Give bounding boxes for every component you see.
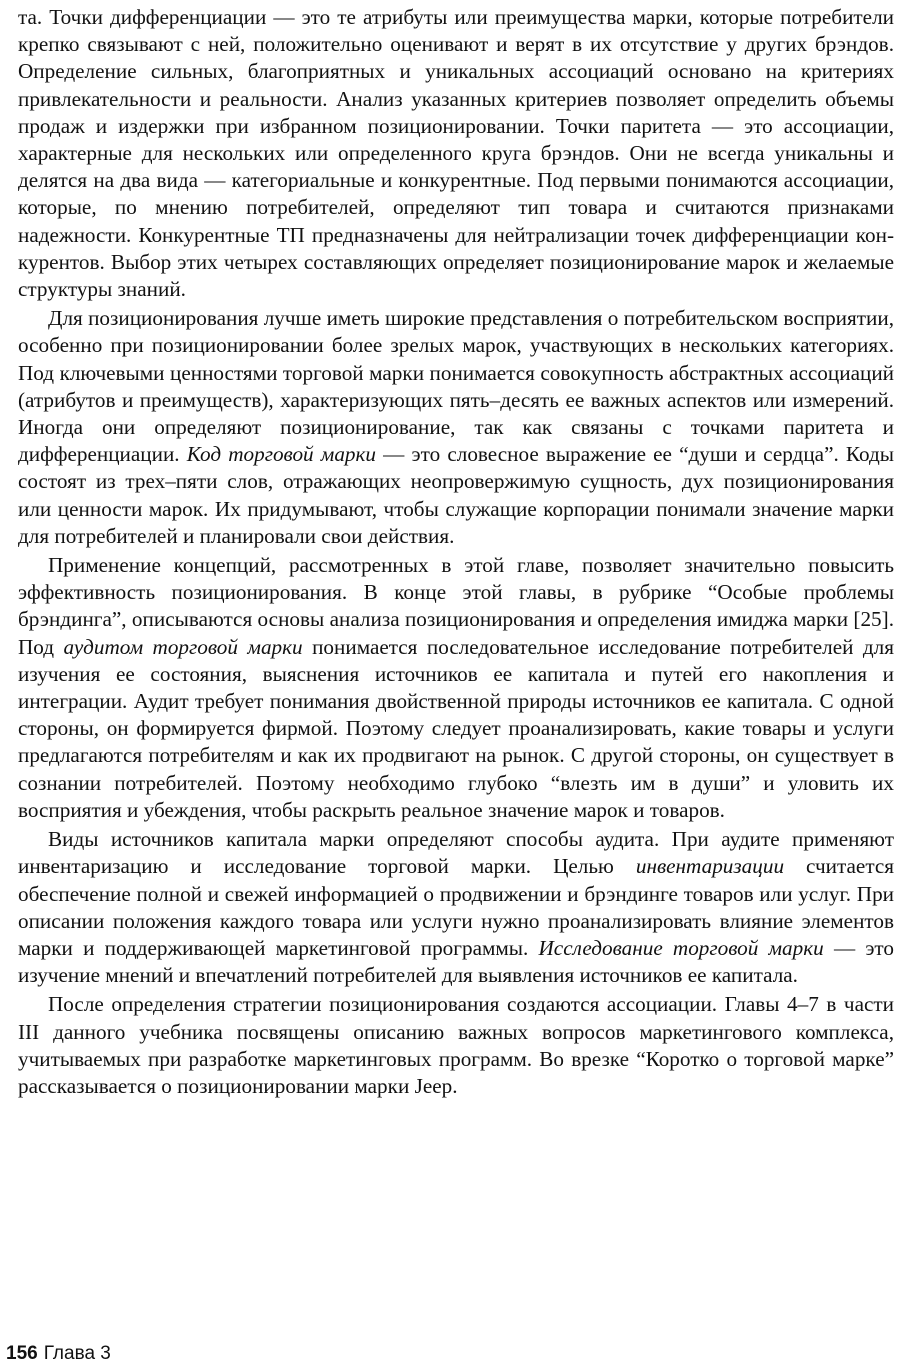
body-text [18,4,894,1100]
italic-term: аудитом торговой марки [63,634,303,659]
chapter-label: Глава 3 [43,1343,111,1364]
text-run: После определения стратегии позиционирования создаются ассоциации. Главы 4–7 в части III данного учебника посвящены описанию важных вопросов маркетингового комплекса, учитываемых при разработке маркетинговых программ. Во врезке “Коротко о торговой марке” рассказывается о позиционировании марки Jeep. [18,992,894,1098]
paragraph [18,305,894,550]
text-run: — это изучение мнений и впечатлений потребителей для выявления источников ее капитала. [18,935,894,988]
text-run: та. Точки дифференциации — это те атрибуты или преимущества марки, которые потребители крепко связывают с ней, положительно оценивают и верят в их отсутствие у других брэндов. Определение сильных, благоприятных и уникальных ассоциаций основано на критериях привлекательности и реальности. Анализ указанных критериев позволяет определить объемы продаж и издержки при избранном позиционировании. Точки паритета — это ассоциации, характерные для нескольких или определенного круга брэндов. Они не всегда уникальны и делятся на два вида — категориальные и конкурентные. Под первыми понимаются ассоциации, которые, по мнению потребителей, определяют тип товара и считаются признаками надежности. Конкурентные ТП предназначены для нейтрализации точек дифференциации конкурентов. Выбор этих четырех составляющих определяет позиционирование марок и желаемые структуры знаний. [18,5,894,302]
italic-term: инвентаризации [635,854,785,879]
paragraph [18,552,894,824]
text-run: Применение концепций, рассмотренных в этой главе, позволяет значительно повысить эффективность позиционирования. В конце этой главы, в рубрике “Особые проблемы брэндинга”, описываются основы анализа позиционирования и определения имиджа марки [25]. Под [18,553,894,659]
italic-term: Исследование торговой марки [538,935,824,960]
page-footer [6,1343,111,1365]
text-run: — это словесное выражение ее “души и сердца”. Коды состоят из трех–пяти слов, отражающих неопровержимую сущность, дух позиционирования или ценности марок. Их придумывают, чтобы служащие корпорации понимали значение марки для потребителей и планировали свои действия. [18,442,895,548]
text-run: Для позиционирования лучше иметь широкие представления о потребительском восприятии, особенно при позиционировании более зрелых марок, участвующих в нескольких категориях. Под ключевыми ценностями торговой марки понимается совокупность абстрактных ассоциаций (атрибутов и преимуществ), характеризующих пять–десять ее важных аспектов или измерений. Иногда они определяют позиционирование, так как связаны с точками паритета и дифференциации. [18,306,894,467]
paragraph [18,991,894,1100]
paragraph [18,4,894,303]
text-run: считается обеспечение полной и свежей информацией о продвижении и брэндинге товаров или услуг. При описании положения каждого товара или услуги нужно проанализировать влияние элементов марки и поддерживающей маркетинговой программы. [18,854,895,960]
text-run: Виды источников капитала марки определяют способы аудита. При аудите применяют инвентаризацию и исследование торговой марки. Целью [18,827,894,879]
paragraph [18,826,894,989]
text-run: понимается последовательное исследование потребителей для изучения ее состояния, выяснения источников ее капитала и путей его накопления и интеграции. Аудит требует понимания двойственной природы источников ее капитала. С одной стороны, он формируется фирмой. Поэтому следует проанализировать, какие товары и услуги предлагаются потребителям и как их продвигают на рынок. С другой стороны, он существует в сознании потребителей. Поэтому необходимо глубоко “влезть им в души” и уловить их восприятия и убеждения, чтобы раскрыть реальное значение марок и товаров. [18,634,894,822]
italic-term: Код торговой марки [186,442,377,467]
page-number: 156 [6,1343,38,1364]
